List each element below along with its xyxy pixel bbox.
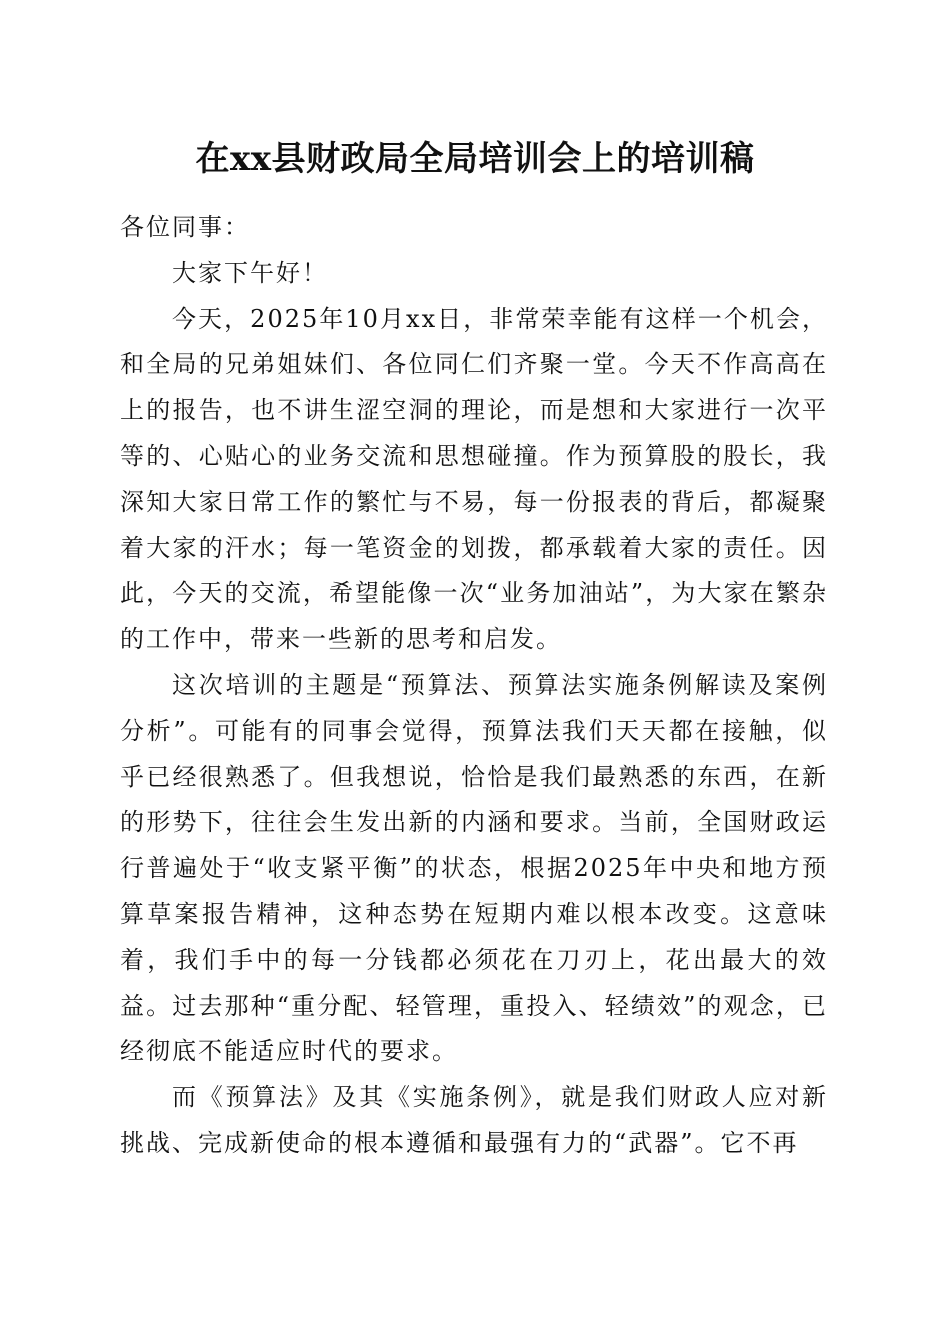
paragraph-2: 这次培训的主题是“预算法、预算法实施条例解读及案例分析”。可能有的同事会觉得，预算法我们天天都在接触，似乎已经很熟悉了。但我想说，恰恰是我们最熟悉的东西，在新的形势下，往往会生发出新的内涵和要求。当前，全国财政运行普遍处于“收支紧平衡”的状态，根据2025年中央和地方预算草案报告精神，这种态势在短期内难以根本改变。这意味着，我们手中的每一分钱都必须花在刀刃上，花出最大的效益。过去那种“重分配、轻管理，重投入、轻绩效”的观念，已经彻底不能适应时代的要求。 <box>120 670 828 1066</box>
salutation: 各位同事： <box>120 213 250 241</box>
document-body <box>120 205 828 1167</box>
paragraph-3: 而《预算法》及其《实施条例》，就是我们财政人应对新挑战、完成新使命的根本遵循和最强有力的“武器”。它不再 <box>120 1083 828 1157</box>
paragraph-1: 今天，2025年10月xx日，非常荣幸能有这样一个机会，和全局的兄弟姐妹们、各位同仁们齐聚一堂。今天不作高高在上的报告，也不讲生涩空洞的理论，而是想和大家进行一次平等的、心贴心的业务交流和思想碰撞。作为预算股的股长，我深知大家日常工作的繁忙与不易，每一份报表的背后，都凝聚着大家的汗水；每一笔资金的划拨，都承载着大家的责任。因此，今天的交流，希望能像一次“业务加油站”，为大家在繁杂的工作中，带来一些新的思考和启发。 <box>120 304 828 654</box>
greeting: 大家下午好！ <box>172 258 328 287</box>
document-title: 在xx县财政局全局培训会上的培训稿 <box>195 139 755 179</box>
